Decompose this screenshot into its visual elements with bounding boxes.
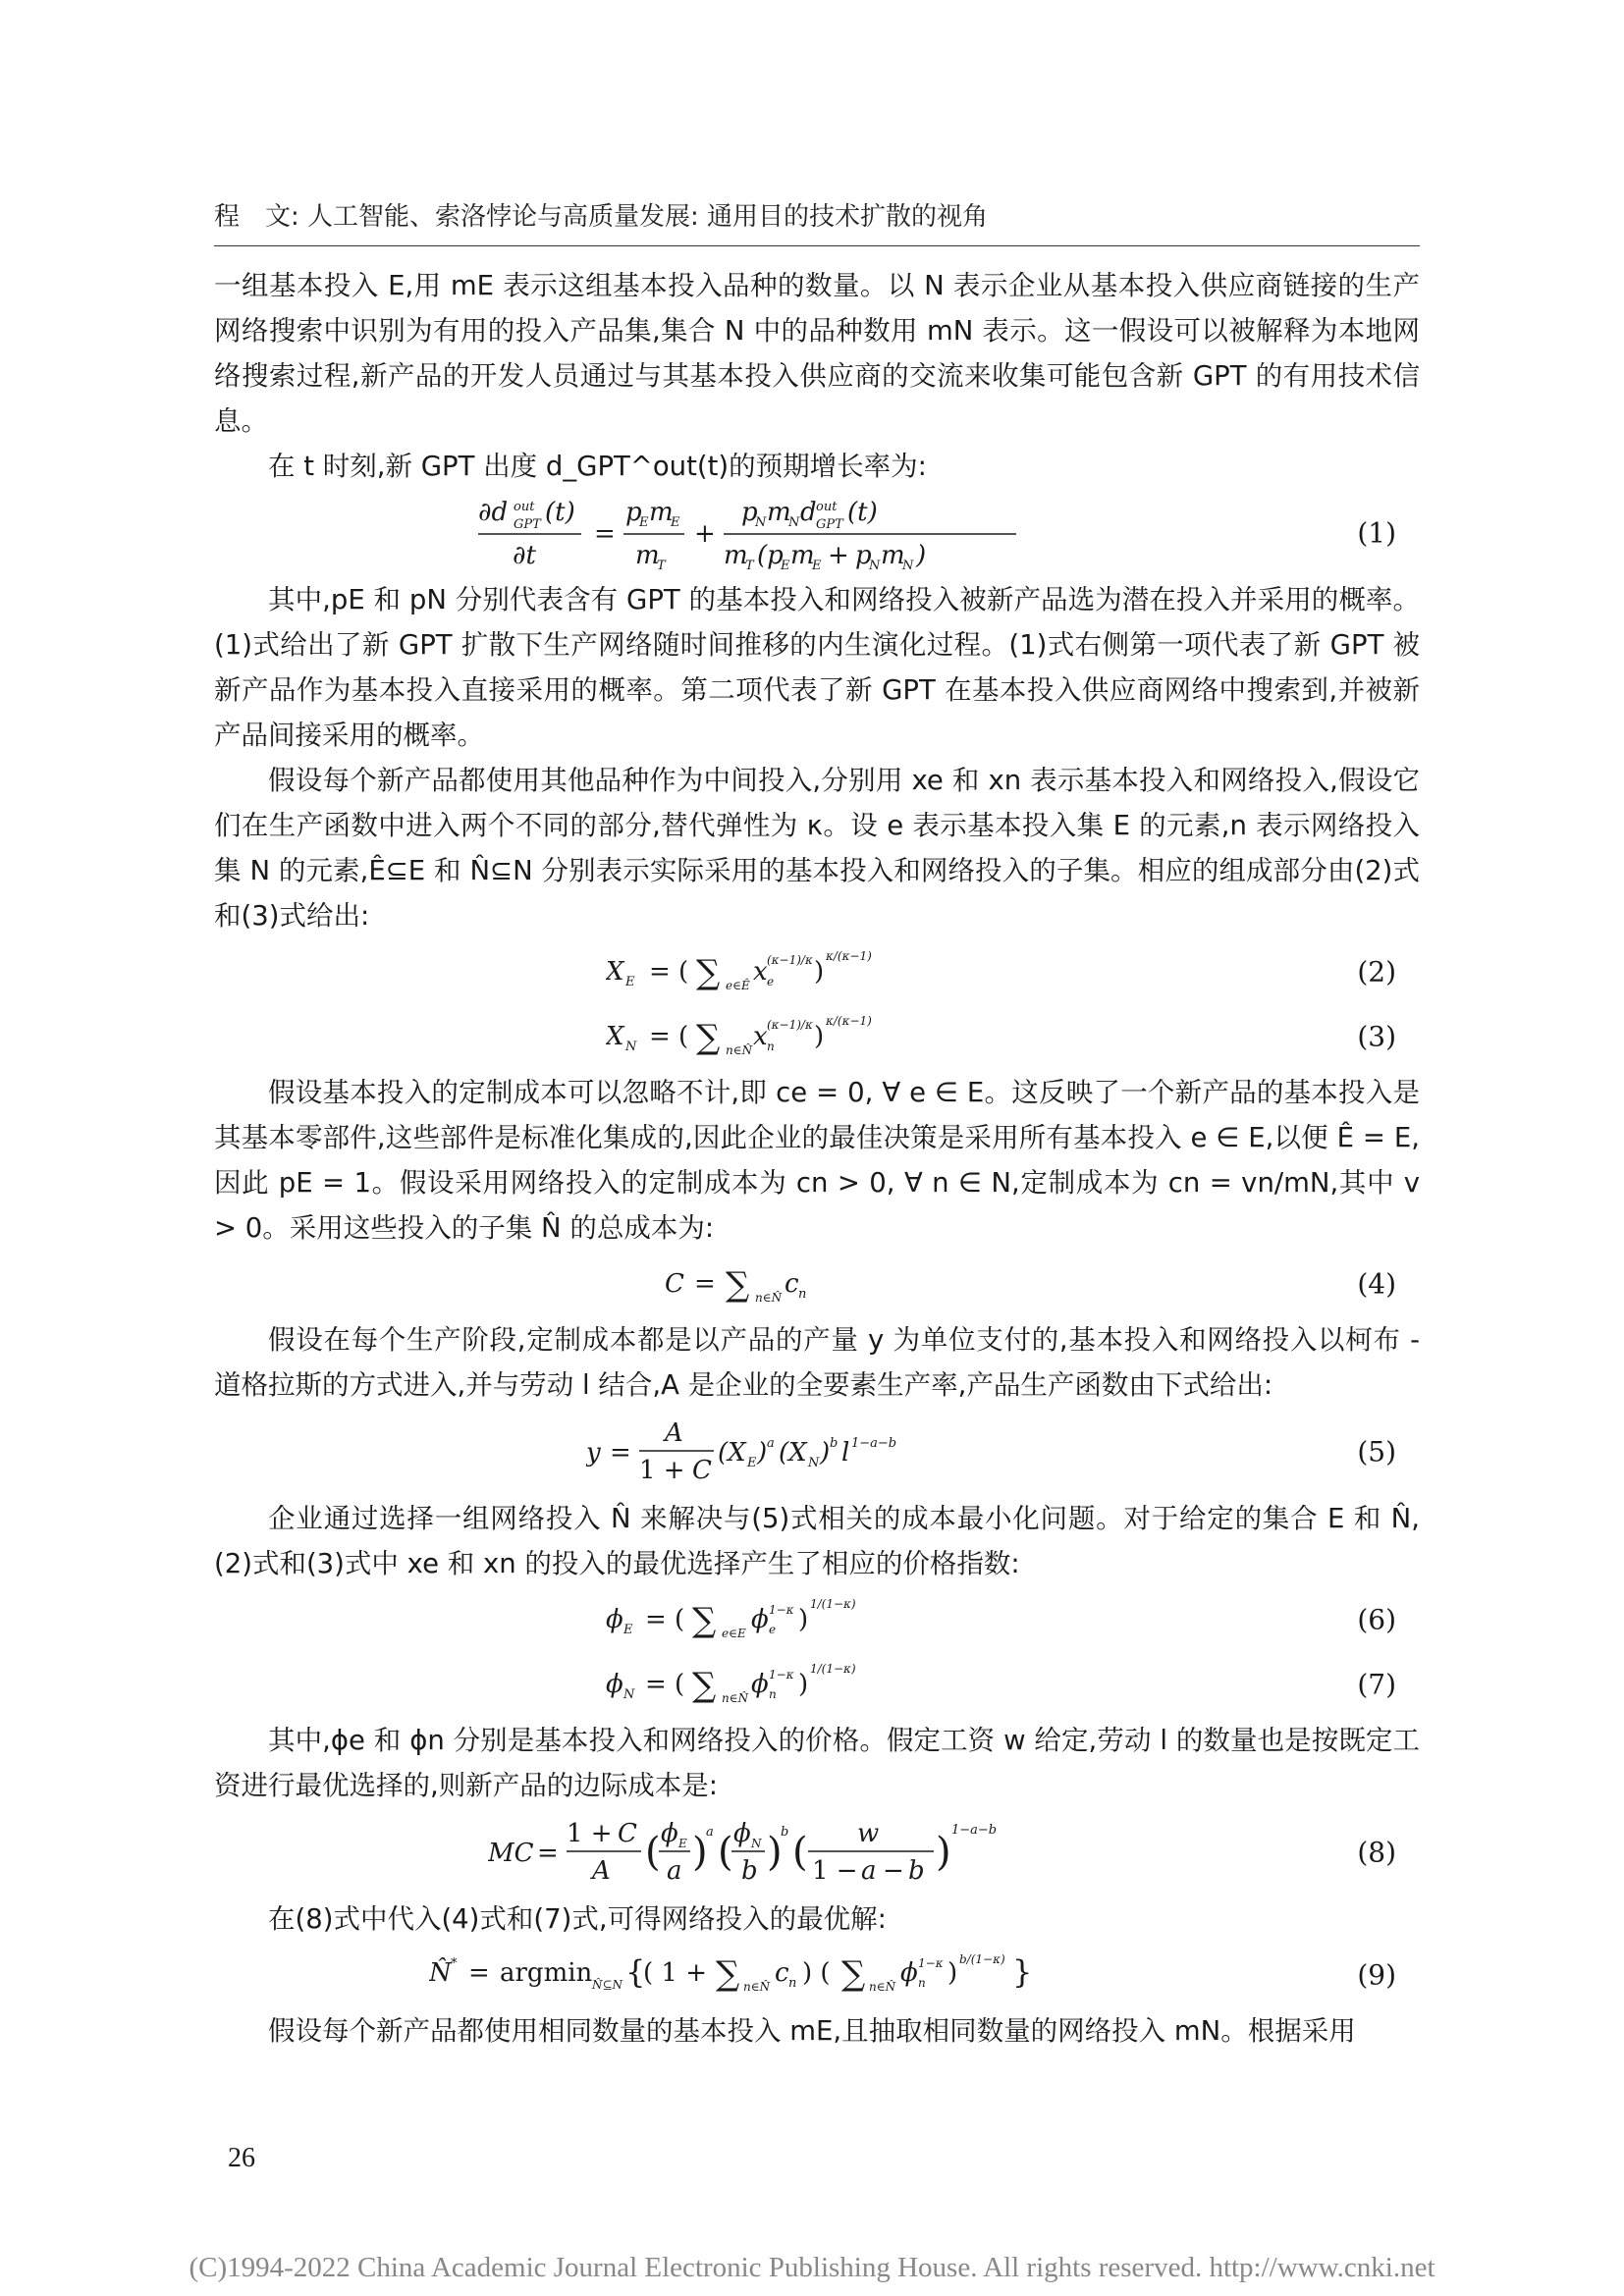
svg-text:): ) [798, 1670, 809, 1699]
paragraph-5: 假设基本投入的定制成本可以忽略不计,即 ce = 0, ∀ e ∈ E。这反映了一个新产品的基本投入是其基本零部件,这些部件是标准化集成的,因此企业的最佳决策是采用所有基本投入 e ∈ E,以便 Ê = E,因此 pE = 1。假设采用网络投入的定制成本为 cn > 0, ∀ n ∈ N,定制成本为 cn = vn/mN,其中 v > 0。采用这些投入的子集 N̂ 的总成本为: [214, 1077, 1420, 1244]
svg-text:}: } [1012, 1953, 1033, 1991]
svg-text:) (: ) ( [802, 1958, 831, 1988]
svg-text:A: A [592, 1856, 611, 1886]
svg-text:+: + [828, 541, 849, 570]
svg-text:n∈N̂: n∈N̂ [722, 1691, 749, 1705]
svg-text:N: N [755, 515, 767, 530]
svg-text:=: = [594, 519, 616, 549]
svg-text:ϕ: ϕ [606, 1670, 623, 1699]
svg-text:N: N [751, 1837, 762, 1850]
svg-text:n∈N̂: n∈N̂ [726, 1043, 753, 1057]
equation-2-number: (2) [1357, 955, 1396, 988]
svg-text:MC: MC [488, 1839, 534, 1868]
svg-text:): ) [798, 1605, 809, 1634]
svg-text:∑: ∑ [692, 1601, 717, 1640]
svg-text:=: = [610, 1438, 631, 1468]
svg-text:b: b [908, 1856, 925, 1886]
svg-text:l: l [841, 1438, 850, 1468]
paragraph-3: 其中,pE 和 pN 分别代表含有 GPT 的基本投入和网络投入被新产品选为潜在投入并采用的概率。(1)式给出了新 GPT 扩散下生产网络随时间推移的内生演化过程。(1)式右侧第一项代表了新 GPT 被新产品作为基本投入直接采用的概率。第二项代表了新 GPT 在基本投入供应商网络中搜索到,并被新产品间接采用的概率。 [214, 584, 1420, 751]
equation-3-number: (3) [1357, 1020, 1396, 1053]
paragraph-10: 假设每个新产品都使用相同数量的基本投入 mE,且抽取相同数量的网络投入 mN。根据采用 [268, 2015, 1356, 2047]
svg-text:N̂⊆N: N̂⊆N [592, 1978, 623, 1992]
svg-text:n∈N̂: n∈N̂ [869, 1980, 896, 1994]
svg-text:1−κ: 1−κ [769, 1668, 794, 1682]
article-body [214, 263, 1420, 2054]
svg-text:p: p [855, 541, 872, 570]
paragraph-1: 一组基本投入 E,用 mE 表示这组基本投入品种的数量。以 N 表示企业从基本投入供应商链接的生产网络搜索中识别为有用的投入产品集,集合 N 中的品种数用 mN 表示。这一假设可以被解释为本地网络搜索过程,新产品的开发人员通过与其基本投入供应商的交流来收集可能包含新 GPT 的有用技术信息。 [214, 270, 1420, 437]
svg-text:E: E [639, 515, 649, 530]
svg-text:e: e [769, 1623, 777, 1636]
svg-text:1 +: 1 + [639, 1456, 685, 1485]
svg-text:b: b [741, 1856, 758, 1886]
svg-text:(t): (t) [847, 498, 878, 527]
svg-text:): ) [820, 1438, 831, 1468]
svg-text:=: = [537, 1839, 559, 1868]
svg-text:m: m [767, 498, 791, 527]
svg-text:ϕ: ϕ [733, 1819, 751, 1848]
equation-7-formula [214, 1653, 1292, 1716]
svg-text:out: out [514, 500, 535, 514]
svg-text:1/(1−κ): 1/(1−κ) [810, 1662, 856, 1676]
svg-text:1−a−b: 1−a−b [951, 1823, 998, 1838]
svg-text:m: m [790, 541, 815, 570]
svg-text:E: E [625, 975, 635, 989]
paragraph-9: 在(8)式中代入(4)式和(7)式,可得网络投入的最优解: [268, 1903, 887, 1935]
svg-text:E: E [623, 1623, 633, 1637]
svg-text:E: E [747, 1456, 757, 1470]
svg-text:y: y [586, 1438, 601, 1468]
svg-text:E: E [781, 559, 790, 573]
svg-text:C: C [665, 1269, 684, 1299]
svg-text:b/(1−κ): b/(1−κ) [959, 1952, 1005, 1966]
svg-text:T: T [745, 559, 754, 573]
equation-6-formula [214, 1588, 1292, 1651]
svg-text:( 1 +: ( 1 + [643, 1958, 707, 1988]
svg-text:): ) [947, 1958, 958, 1988]
svg-text:∑: ∑ [726, 1265, 750, 1305]
svg-text:a: a [861, 1856, 877, 1886]
equation-8 [214, 1810, 1420, 1895]
svg-text:w: w [857, 1819, 880, 1848]
svg-text:κ/(κ−1): κ/(κ−1) [826, 1014, 872, 1028]
svg-text:E: E [812, 559, 822, 573]
svg-text:GPT: GPT [816, 517, 843, 532]
svg-text:n: n [769, 1687, 777, 1701]
equation-5-number: (5) [1357, 1435, 1396, 1468]
svg-text:a: a [706, 1825, 714, 1840]
svg-text:1/(1−κ): 1/(1−κ) [810, 1597, 856, 1611]
svg-text:X: X [606, 1022, 624, 1051]
equation-7-number: (7) [1357, 1668, 1396, 1701]
equation-9-formula [214, 1944, 1292, 2006]
paragraph-7: 企业通过选择一组网络投入 N̂ 来解决与(5)式相关的成本最小化问题。对于给定的集合 E 和 N̂,(2)式和(3)式中 xe 和 xn 的投入的最优选择产生了相应的价格指数: [214, 1503, 1420, 1579]
svg-text:ϕ: ϕ [751, 1605, 769, 1634]
svg-text:=: = [468, 1958, 490, 1988]
svg-text:{: { [625, 1953, 646, 1991]
svg-text:GPT: GPT [514, 517, 541, 532]
svg-text:e: e [767, 975, 775, 988]
page-number: 26 [228, 2143, 255, 2173]
copyright-footer: (C)1994-2022 China Academic Journal Electronic Publishing House. All rights reserved. http://www.cnki.net [189, 2252, 1435, 2283]
equation-1-formula [214, 491, 1292, 575]
equation-4-number: (4) [1357, 1267, 1396, 1301]
svg-text:C: C [692, 1456, 712, 1485]
svg-text:): ) [916, 541, 927, 570]
svg-text:(X: (X [718, 1438, 746, 1468]
svg-text:E: E [678, 1837, 687, 1850]
running-header: 程 文: 人工智能、索洛悖论与高质量发展: 通用目的技术扩散的视角 [214, 202, 989, 232]
svg-text:a: a [667, 1856, 682, 1886]
svg-text:N: N [788, 515, 800, 530]
equation-1 [214, 491, 1420, 575]
svg-text:X: X [606, 957, 624, 987]
svg-text:n∈N̂: n∈N̂ [755, 1291, 783, 1305]
svg-text:E: E [671, 515, 680, 530]
svg-text:*: * [451, 1956, 458, 1971]
svg-text:x: x [753, 1022, 768, 1051]
svg-text:n: n [798, 1287, 807, 1302]
svg-text:N: N [623, 1687, 635, 1702]
svg-text:d: d [800, 498, 817, 527]
svg-text:N̂: N̂ [429, 1958, 452, 1988]
svg-text:p: p [741, 498, 758, 527]
svg-text:∂t: ∂t [513, 541, 536, 570]
svg-text:): ) [692, 1830, 708, 1875]
svg-text:n∈N̂: n∈N̂ [743, 1980, 771, 1994]
equation-5 [214, 1410, 1420, 1494]
svg-text:m: m [649, 498, 674, 527]
svg-text:e∈Ê: e∈Ê [726, 979, 750, 992]
svg-text:∑: ∑ [692, 1666, 717, 1705]
svg-text:ϕ: ϕ [900, 1958, 918, 1988]
svg-text:∑: ∑ [841, 1954, 866, 1994]
equation-8-number: (8) [1357, 1836, 1396, 1869]
svg-text:(t): (t) [545, 498, 575, 527]
svg-text:(p: (p [757, 541, 784, 570]
svg-text:C: C [618, 1819, 637, 1848]
svg-text:x: x [753, 957, 768, 987]
svg-text:m: m [635, 541, 660, 570]
svg-text:N: N [625, 1040, 637, 1054]
svg-text:): ) [767, 1830, 783, 1875]
svg-text:(: ( [645, 1830, 661, 1875]
svg-text:T: T [657, 559, 666, 573]
svg-text:−: − [883, 1856, 904, 1886]
svg-text:(: ( [792, 1830, 808, 1875]
equation-8-formula [214, 1810, 1292, 1895]
svg-text:1−κ: 1−κ [918, 1956, 944, 1970]
equation-9 [214, 1944, 1420, 2006]
equation-2 [214, 940, 1420, 1003]
paragraph-4: 假设每个新产品都使用其他品种作为中间投入,分别用 xe 和 xn 表示基本投入和网络投入,假设它们在生产函数中进入两个不同的部分,替代弹性为 κ。设 e 表示基本投入集 E 的元素,n 表示网络投入集 N 的元素,Ê⊆E 和 N̂⊆N 分别表示实际采用的基本投入和网络投入的子集。相应的组成部分由(2)式和(3)式给出: [214, 765, 1420, 932]
svg-text:b: b [830, 1436, 839, 1451]
svg-text:= (: = ( [645, 1605, 685, 1634]
header-rule [214, 245, 1420, 246]
svg-text:): ) [757, 1438, 768, 1468]
equation-3 [214, 1005, 1420, 1068]
svg-text:out: out [816, 500, 838, 514]
equation-4 [214, 1253, 1420, 1315]
equation-9-number: (9) [1357, 1958, 1396, 1992]
equation-2-formula [214, 940, 1292, 1003]
svg-text:+: + [694, 519, 716, 549]
equation-1-number: (1) [1357, 516, 1396, 550]
equation-7 [214, 1653, 1420, 1716]
svg-text:(X: (X [779, 1438, 807, 1468]
svg-text:ϕ: ϕ [661, 1819, 678, 1848]
svg-text:): ) [936, 1830, 951, 1875]
svg-text:1−a−b: 1−a−b [851, 1436, 897, 1451]
svg-text:e∈E: e∈E [722, 1627, 746, 1640]
svg-text:∑: ∑ [696, 953, 721, 992]
svg-text:a: a [767, 1436, 775, 1451]
svg-text:1 −: 1 − [812, 1856, 858, 1886]
equation-6 [214, 1588, 1420, 1651]
svg-text:(: ( [718, 1830, 733, 1875]
svg-text:n: n [767, 1040, 775, 1053]
svg-text:∑: ∑ [696, 1018, 721, 1057]
svg-text:A: A [665, 1418, 683, 1448]
svg-text:c: c [785, 1269, 799, 1299]
svg-text:ϕ: ϕ [751, 1670, 769, 1699]
svg-text:ϕ: ϕ [606, 1605, 623, 1634]
svg-text:m: m [881, 541, 905, 570]
svg-text:∂d: ∂d [478, 498, 509, 527]
svg-text:): ) [814, 1022, 825, 1051]
svg-text:κ/(κ−1): κ/(κ−1) [826, 949, 872, 963]
svg-text:N: N [902, 559, 914, 573]
svg-text:): ) [814, 957, 825, 987]
svg-text:c: c [775, 1958, 789, 1988]
paragraph-8: 其中,ϕe 和 ϕn 分别是基本投入和网络投入的价格。假定工资 w 给定,劳动 l 的数量也是按既定工资进行最优选择的,则新产品的边际成本是: [214, 1725, 1420, 1801]
svg-text:=: = [694, 1269, 716, 1299]
svg-text:n: n [918, 1976, 926, 1990]
paragraph-6: 假设在每个生产阶段,定制成本都是以产品的产量 y 为单位支付的,基本投入和网络投入以柯布 - 道格拉斯的方式进入,并与劳动 l 结合,A 是企业的全要素生产率,产品生产函数由下式给出: [214, 1324, 1420, 1401]
svg-text:m: m [724, 541, 748, 570]
equation-6-number: (6) [1357, 1603, 1396, 1636]
svg-text:= (: = ( [649, 957, 689, 987]
svg-text:N: N [869, 559, 881, 573]
svg-text:n: n [788, 1976, 797, 1991]
svg-text:= (: = ( [645, 1670, 685, 1699]
svg-text:(κ−1)/κ: (κ−1)/κ [767, 1018, 813, 1032]
svg-text:N: N [808, 1456, 820, 1470]
svg-text:1 +: 1 + [567, 1819, 613, 1848]
svg-text:= (: = ( [649, 1022, 689, 1051]
svg-text:b: b [781, 1825, 789, 1840]
svg-text:p: p [625, 498, 642, 527]
equation-5-formula [214, 1410, 1292, 1494]
equation-3-formula [214, 1005, 1292, 1068]
svg-text:1−κ: 1−κ [769, 1603, 794, 1617]
svg-text:(κ−1)/κ: (κ−1)/κ [767, 953, 813, 967]
svg-text:argmin: argmin [500, 1958, 593, 1988]
paragraph-2: 在 t 时刻,新 GPT 出度 d_GPT^out(t)的预期增长率为: [268, 451, 927, 482]
equation-4-formula [214, 1253, 1292, 1315]
svg-text:∑: ∑ [716, 1954, 740, 1994]
